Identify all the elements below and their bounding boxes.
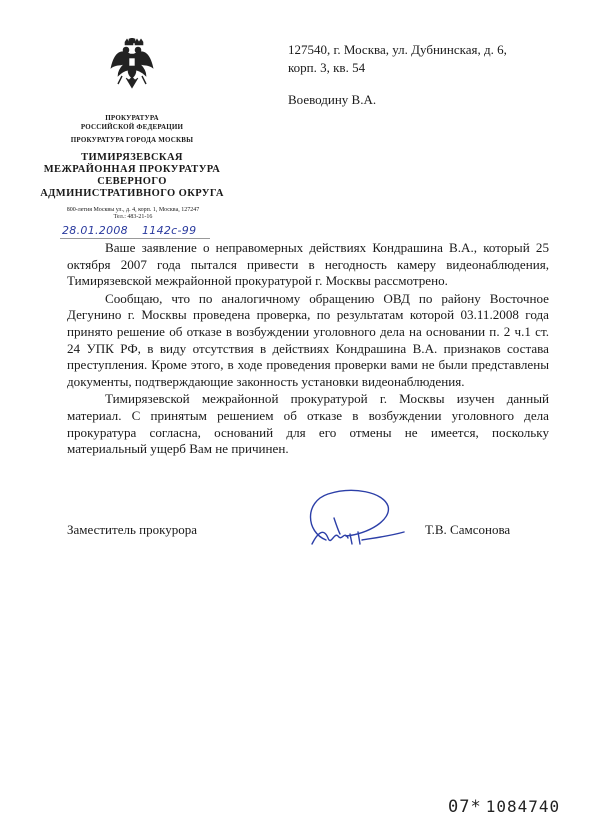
registration-number: [448, 797, 560, 817]
signer-name: Т.В. Самсонова: [425, 522, 511, 537]
handwritten-ref: 1142с-99: [141, 224, 197, 237]
office-address: 800-летия Москвы ул., д. 4, корп. 1, Москва, 127247: [66, 207, 200, 213]
letter-body: [67, 240, 549, 459]
handwritten-date: 28.01.2008: [62, 224, 128, 237]
org-name-line1: ПРОКУРАТУРА: [105, 114, 159, 122]
org-name-line3: ПРОКУРАТУРА ГОРОДА МОСКВЫ: [70, 136, 194, 144]
org-name-line2: РОССИЙСКОЙ ФЕДЕРАЦИИ: [80, 123, 184, 131]
recipient-address-line2: корп. 3, кв. 54: [288, 60, 366, 75]
body-paragraph-2: Сообщаю, что по аналогичному обращению ОВД по району Восточное Дегунино г. Москвы проведена проверка, по результатам которой 03.11.2008 года принято решение об отказе в возбуждении уголовного дела на основании п. 2 ч.1 ст. 24 УПК РФ, в виду отсутствия в действиях Кондрашина В.А. признаков состава преступления. Кроме этого, в ходе проведения проверки вами не были представлены документы, подтверждающие законность установки видеонаблюдения.: [67, 290, 549, 389]
recipient-name: Воеводину В.А.: [288, 92, 377, 107]
body-paragraph-3: Тимирязевской межрайонной прокуратурой г. Москвы изучен данный материал. С принятым решением об отказе в возбуждении уголовного дела прокуратура согласна, оснований для его отмены не имеется, поскольку материальный ущерб Вам не причинен.: [67, 391, 549, 457]
handwritten-signature: [298, 482, 410, 562]
office-name-line2: МЕЖРАЙОННАЯ ПРОКУРАТУРА: [43, 164, 221, 175]
registration-digits: 1084740: [485, 797, 561, 816]
handwritten-date-ref: [62, 224, 210, 237]
recipient-address-line1: 127540, г. Москва, ул. Дубнинская, д. 6,: [288, 42, 507, 57]
russian-emblem-icon: [110, 38, 154, 94]
registration-prefix: 07*: [448, 797, 482, 817]
office-name-line4: АДМИНИСТРАТИВНОГО ОКРУГА: [40, 188, 224, 199]
date-underline: [60, 238, 210, 239]
office-name-line3: СЕВЕРНОГО: [97, 176, 167, 187]
office-name-line1: ТИМИРЯЗЕВСКАЯ: [81, 152, 183, 163]
signer-position: Заместитель прокурора: [67, 522, 197, 537]
body-paragraph-1: Ваше заявление о неправомерных действиях Кондрашина В.А., который 25 октября 2007 года пытался привести в негодность камеру видеонаблюдения, Тимирязевской межрайонной прокуратурой г. Москвы рассмотрено.: [67, 240, 549, 289]
office-phone: Тел.: 483-21-16: [113, 214, 153, 220]
